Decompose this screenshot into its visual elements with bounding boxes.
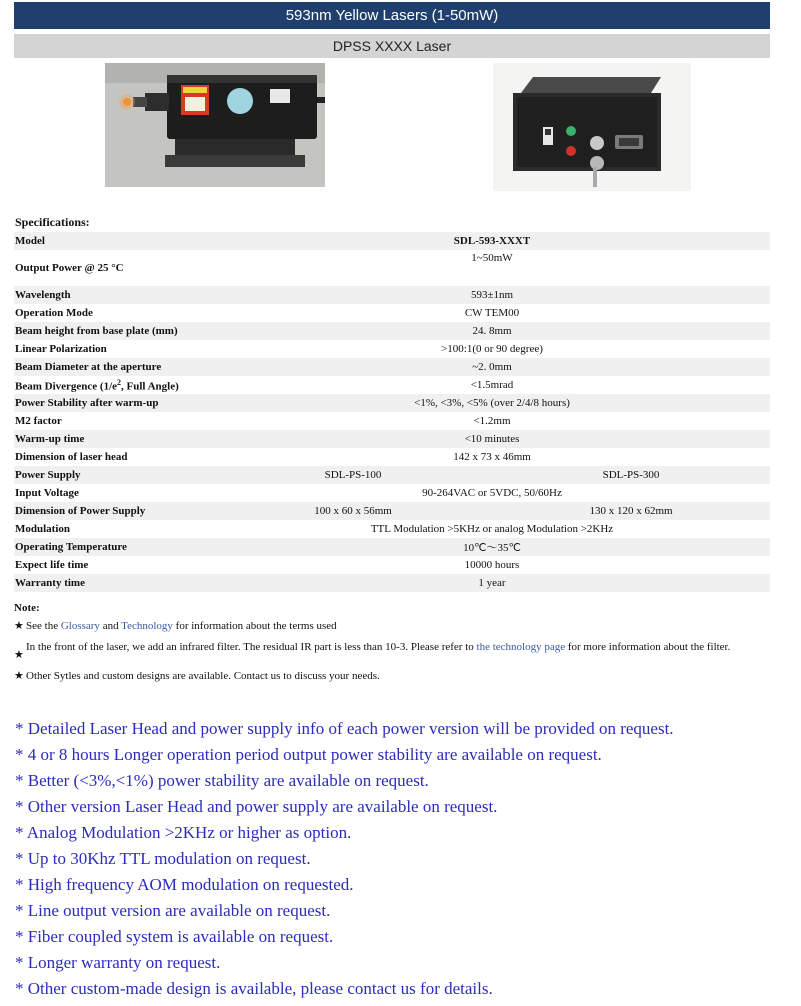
spec-value: <1%, <3%, <5% (over 2/4/8 hours) <box>214 394 770 412</box>
table-row <box>14 412 770 430</box>
spec-label: Warranty time <box>14 574 214 592</box>
spec-label: Power Stability after warm-up <box>14 394 214 412</box>
note-text <box>26 618 337 634</box>
table-row <box>14 466 770 484</box>
spec-label: M2 factor <box>15 415 62 427</box>
table-row <box>14 448 770 466</box>
option-item: * Analog Modulation >2KHz or higher as option. <box>15 823 352 842</box>
spec-label: Linear Polarization <box>15 343 107 355</box>
spec-value-a: SDL-PS-100 <box>214 466 492 484</box>
option-item: * High frequency AOM modulation on requested. <box>15 875 354 894</box>
spec-label: Beam Diameter at the aperture <box>14 358 214 376</box>
spec-label: Dimension of Power Supply <box>14 502 214 520</box>
option-item: * Up to 30Khz TTL modulation on request. <box>15 849 311 868</box>
option-item: * Longer warranty on request. <box>15 953 221 972</box>
power-supply-photo <box>493 63 691 191</box>
spec-label-superscript: 2 <box>117 377 122 387</box>
option-item: * Other custom-made design is available, please contact us for details. <box>15 979 493 998</box>
table-row <box>14 376 770 394</box>
option-item: * Fiber coupled system is available on request. <box>15 927 334 946</box>
spec-value: <1.2mm <box>473 415 511 427</box>
note-text-segment: and <box>99 620 122 632</box>
spec-value: 593±1nm <box>214 286 770 304</box>
option-item: * Other version Laser Head and power supply are available on request. <box>15 797 498 816</box>
spec-value: SDL-593-XXXT <box>214 232 770 250</box>
spec-label: Dimension of laser head <box>15 451 128 463</box>
note-item <box>14 639 770 663</box>
table-row <box>14 484 770 502</box>
note-text-segment: In the front of the laser, we add an infrared filter. The residual IR part is less than 10-3. Please refer to <box>26 641 477 653</box>
spec-value: <1.5mrad <box>470 379 514 391</box>
spec-value: 1~50mW <box>471 252 513 264</box>
table-row <box>14 556 770 574</box>
table-row <box>14 538 770 556</box>
spec-value: ~2. 0mm <box>214 358 770 376</box>
spec-value: 24. 8mm <box>214 322 770 340</box>
spec-value: >100:1(0 or 90 degree) <box>441 343 543 355</box>
note-text: Other Sytles and custom designs are available. Contact us to discuss your needs. <box>26 670 380 682</box>
option-item: * Line output version are available on request. <box>15 901 331 920</box>
note-text-segment: for more information about the filter. <box>565 641 731 653</box>
table-row <box>14 250 770 286</box>
spec-value: TTL Modulation >5KHz or analog Modulation >2KHz <box>370 523 614 535</box>
star-icon: ★ <box>14 620 24 632</box>
spec-value: 10000 hours <box>464 559 520 571</box>
option-item: * 4 or 8 hours Longer operation period output power stability are available on request. <box>15 745 602 764</box>
options-list <box>15 716 775 1002</box>
product-subtitle: DPSS XXXX Laser <box>14 34 770 58</box>
table-row <box>14 520 770 538</box>
spec-label <box>14 376 214 394</box>
spec-label: Power Supply <box>14 466 214 484</box>
star-icon: ★ <box>14 670 24 682</box>
specifications-table <box>14 232 770 592</box>
note-text <box>26 639 730 655</box>
table-row <box>14 430 770 448</box>
table-row <box>14 340 770 358</box>
option-item: * Better (<3%,<1%) power stability are available on request. <box>15 771 429 790</box>
table-row <box>14 304 770 322</box>
note-text-segment: See the <box>26 620 61 632</box>
spec-label: Warm-up time <box>14 430 214 448</box>
spec-label-prefix: Beam Divergence (1/e <box>15 380 118 393</box>
spec-label: Model <box>14 232 214 250</box>
spec-value: 142 x 73 x 46mm <box>453 451 531 463</box>
spec-value-b: 130 x 120 x 62mm <box>492 502 770 520</box>
notes-section <box>14 602 770 689</box>
spec-label: Modulation <box>15 523 71 535</box>
laser-head-photo <box>105 63 325 187</box>
note-text-segment: for information about the terms used <box>172 620 337 632</box>
spec-value-a: 100 x 60 x 56mm <box>214 502 492 520</box>
technology-page-link[interactable]: the technology page <box>476 641 566 653</box>
table-row <box>14 232 770 250</box>
spec-label: Operating Temperature <box>14 538 214 556</box>
table-row <box>14 286 770 304</box>
note-item <box>14 618 770 634</box>
spec-label: Input Voltage <box>15 487 79 499</box>
glossary-link[interactable]: Glossary <box>60 620 100 632</box>
table-row <box>14 322 770 340</box>
spec-value: 1 year <box>214 574 770 592</box>
technology-link[interactable]: Technology <box>121 620 173 632</box>
page-title: 593nm Yellow Lasers (1-50mW) <box>14 2 770 29</box>
note-item <box>14 668 770 684</box>
spec-label: Operation Mode <box>15 307 93 319</box>
spec-label: Expect life time <box>15 559 89 571</box>
spec-label-suffix: , Full Angle) <box>121 380 179 393</box>
table-row <box>14 502 770 520</box>
specifications-heading: Specifications: <box>15 215 90 229</box>
table-row <box>14 394 770 412</box>
spec-value: 10℃～35℃ <box>214 538 770 556</box>
spec-value: <10 minutes <box>214 430 770 448</box>
spec-label: Output Power @ 25 °C <box>15 262 124 274</box>
spec-value: CW TEM00 <box>464 307 520 319</box>
star-icon: ★ <box>14 649 24 661</box>
notes-heading: Note: <box>14 602 40 614</box>
spec-value: 90-264VAC or 5VDC, 50/60Hz <box>422 487 562 499</box>
spec-value-b: SDL-PS-300 <box>492 466 770 484</box>
table-row <box>14 358 770 376</box>
table-row <box>14 574 770 592</box>
option-item: * Detailed Laser Head and power supply info of each power version will be provided on request. <box>15 719 674 738</box>
spec-label: Beam height from base plate (mm) <box>14 322 214 340</box>
spec-label: Wavelength <box>14 286 214 304</box>
